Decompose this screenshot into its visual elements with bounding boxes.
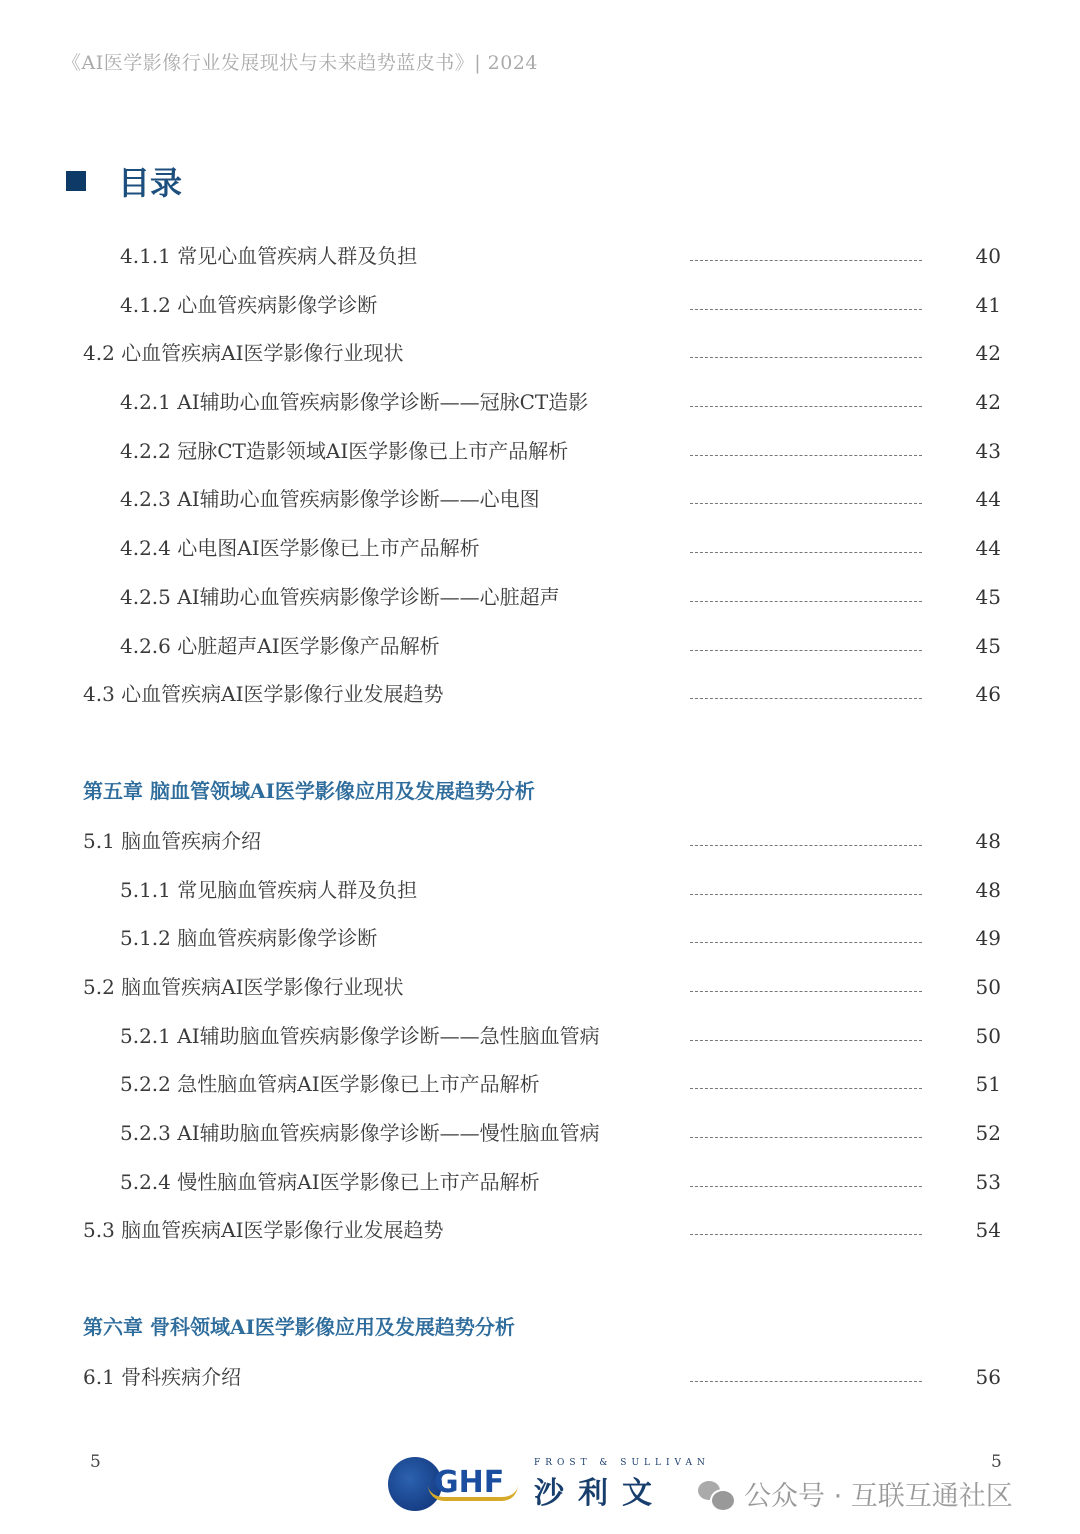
toc-entry-page: 43	[975, 438, 1001, 463]
toc-entry[interactable]	[0, 817, 1080, 866]
toc-entry-page: 48	[975, 828, 1001, 853]
toc-entry-page: 50	[975, 974, 1001, 999]
toc-entry-label: 4.2.4 心电图AI医学影像已上市产品解析	[120, 536, 480, 561]
toc-entry-page: 48	[975, 877, 1001, 902]
toc-entry[interactable]	[0, 622, 1080, 671]
dot-leader	[690, 1381, 922, 1382]
page-number-right: 5	[991, 1452, 1002, 1472]
dot-leader	[690, 503, 922, 504]
toc-entry-label: 5.1.1 常见脑血管疾病人群及负担	[120, 877, 418, 902]
toc-title-block	[66, 158, 182, 204]
toc-entry-label: 4.1.2 心血管疾病影像学诊断	[120, 292, 378, 317]
toc-entry-page: 40	[975, 244, 1001, 268]
dot-leader	[690, 552, 922, 553]
dot-leader	[690, 1186, 922, 1187]
wechat-icon	[698, 1479, 734, 1509]
ghf-logo	[388, 1455, 518, 1515]
page-title: 目录	[118, 164, 183, 202]
watermark	[698, 1474, 1013, 1513]
toc-entry[interactable]	[0, 475, 1080, 524]
toc-entry[interactable]	[0, 281, 1080, 330]
toc-entry-label: 4.3 心血管疾病AI医学影像行业发展趋势	[83, 682, 444, 707]
dot-leader	[690, 698, 922, 699]
toc-entry[interactable]	[0, 1012, 1080, 1061]
toc-entry[interactable]	[0, 524, 1080, 573]
frost-sullivan-cn: 沙利文	[534, 1476, 666, 1511]
dot-leader	[690, 455, 922, 456]
toc-entry[interactable]	[0, 573, 1080, 622]
toc-entry-page: 42	[975, 341, 1001, 366]
toc-entry[interactable]	[0, 329, 1080, 378]
toc-chapter-heading[interactable]: 第五章 脑血管领域AI医学影像应用及发展趋势分析	[83, 778, 535, 803]
toc-entry[interactable]	[0, 1060, 1080, 1109]
toc-entry[interactable]	[0, 670, 1080, 719]
document-header: 《AI医学影像行业发展现状与未来趋势蓝皮书》| 2024	[62, 52, 539, 74]
page-number-left: 5	[90, 1452, 101, 1472]
toc-entry-label: 5.2.2 急性脑血管病AI医学影像已上市产品解析	[120, 1072, 540, 1097]
toc-entry[interactable]	[0, 914, 1080, 963]
toc-entry[interactable]	[0, 1109, 1080, 1158]
toc-entry-page: 42	[975, 390, 1001, 415]
toc-entry-label: 5.2.3 AI辅助脑血管疾病影像学诊断——慢性脑血管病	[120, 1121, 600, 1145]
toc-entry[interactable]	[0, 378, 1080, 427]
dot-leader	[690, 406, 922, 407]
toc-entry-label: 4.2.6 心脏超声AI医学影像产品解析	[120, 633, 440, 658]
toc-entry-page: 51	[975, 1072, 1001, 1097]
ghf-logo-text: GHF	[434, 1465, 505, 1500]
table-of-contents	[0, 232, 1080, 1402]
dot-leader	[690, 357, 922, 358]
watermark-text: 公众号 · 互联互通社区	[744, 1481, 1013, 1512]
toc-entry-label: 5.2.4 慢性脑血管病AI医学影像已上市产品解析	[120, 1169, 540, 1194]
toc-entry-page: 45	[975, 584, 1001, 609]
toc-entry-page: 45	[975, 633, 1001, 658]
toc-entry-page: 46	[975, 682, 1001, 707]
toc-entry-label: 4.1.1 常见心血管疾病人群及负担	[120, 244, 418, 268]
toc-entry[interactable]	[0, 427, 1080, 476]
toc-entry-label: 4.2 心血管疾病AI医学影像行业现状	[83, 341, 404, 366]
dot-leader	[690, 942, 922, 943]
footer-logos	[388, 1455, 710, 1515]
frost-sullivan-logo	[534, 1458, 710, 1512]
toc-entry-page: 56	[975, 1365, 1001, 1390]
dot-leader	[690, 894, 922, 895]
dot-leader	[690, 309, 922, 310]
toc-entry-label: 5.2 脑血管疾病AI医学影像行业现状	[83, 974, 404, 999]
toc-entry-page: 53	[975, 1169, 1001, 1194]
toc-entry-page: 52	[975, 1121, 1001, 1145]
toc-entry[interactable]	[0, 963, 1080, 1012]
toc-entry-page: 44	[975, 487, 1001, 512]
toc-entry[interactable]	[0, 232, 1080, 281]
dot-leader	[690, 601, 922, 602]
toc-entry-label: 5.1.2 脑血管疾病影像学诊断	[120, 926, 378, 951]
dot-leader	[690, 650, 922, 651]
dot-leader	[690, 1040, 922, 1041]
toc-entry-label: 5.2.1 AI辅助脑血管疾病影像学诊断——急性脑血管病	[120, 1023, 600, 1048]
square-bullet-icon	[66, 171, 86, 191]
toc-chapter-heading[interactable]: 第六章 骨科领域AI医学影像应用及发展趋势分析	[83, 1315, 515, 1340]
toc-entry[interactable]	[0, 866, 1080, 915]
toc-entry-label: 6.1 骨科疾病介绍	[83, 1365, 242, 1390]
dot-leader	[690, 1234, 922, 1235]
toc-entry[interactable]	[0, 1206, 1080, 1255]
dot-leader	[690, 260, 922, 261]
dot-leader	[690, 991, 922, 992]
toc-entry-page: 49	[975, 926, 1001, 951]
dot-leader	[690, 1137, 922, 1138]
toc-entry-page: 44	[975, 536, 1001, 561]
dot-leader	[690, 1088, 922, 1089]
toc-entry[interactable]	[0, 1353, 1080, 1402]
toc-entry-label: 4.2.2 冠脉CT造影领域AI医学影像已上市产品解析	[120, 438, 569, 463]
toc-entry-label: 4.2.3 AI辅助心血管疾病影像学诊断——心电图	[120, 487, 540, 512]
toc-entry-label: 4.2.5 AI辅助心血管疾病影像学诊断——心脏超声	[120, 584, 560, 609]
toc-entry-label: 5.3 脑血管疾病AI医学影像行业发展趋势	[83, 1218, 444, 1243]
toc-entry-label: 4.2.1 AI辅助心血管疾病影像学诊断——冠脉CT造影	[120, 390, 589, 415]
toc-entry-page: 50	[975, 1023, 1001, 1048]
toc-entry[interactable]	[0, 1158, 1080, 1207]
toc-entry-page: 41	[975, 292, 1001, 317]
dot-leader	[690, 845, 922, 846]
toc-entry-page: 54	[975, 1218, 1001, 1243]
frost-sullivan-en: FROST & SULLIVAN	[534, 1458, 710, 1468]
toc-entry-label: 5.1 脑血管疾病介绍	[83, 828, 262, 853]
